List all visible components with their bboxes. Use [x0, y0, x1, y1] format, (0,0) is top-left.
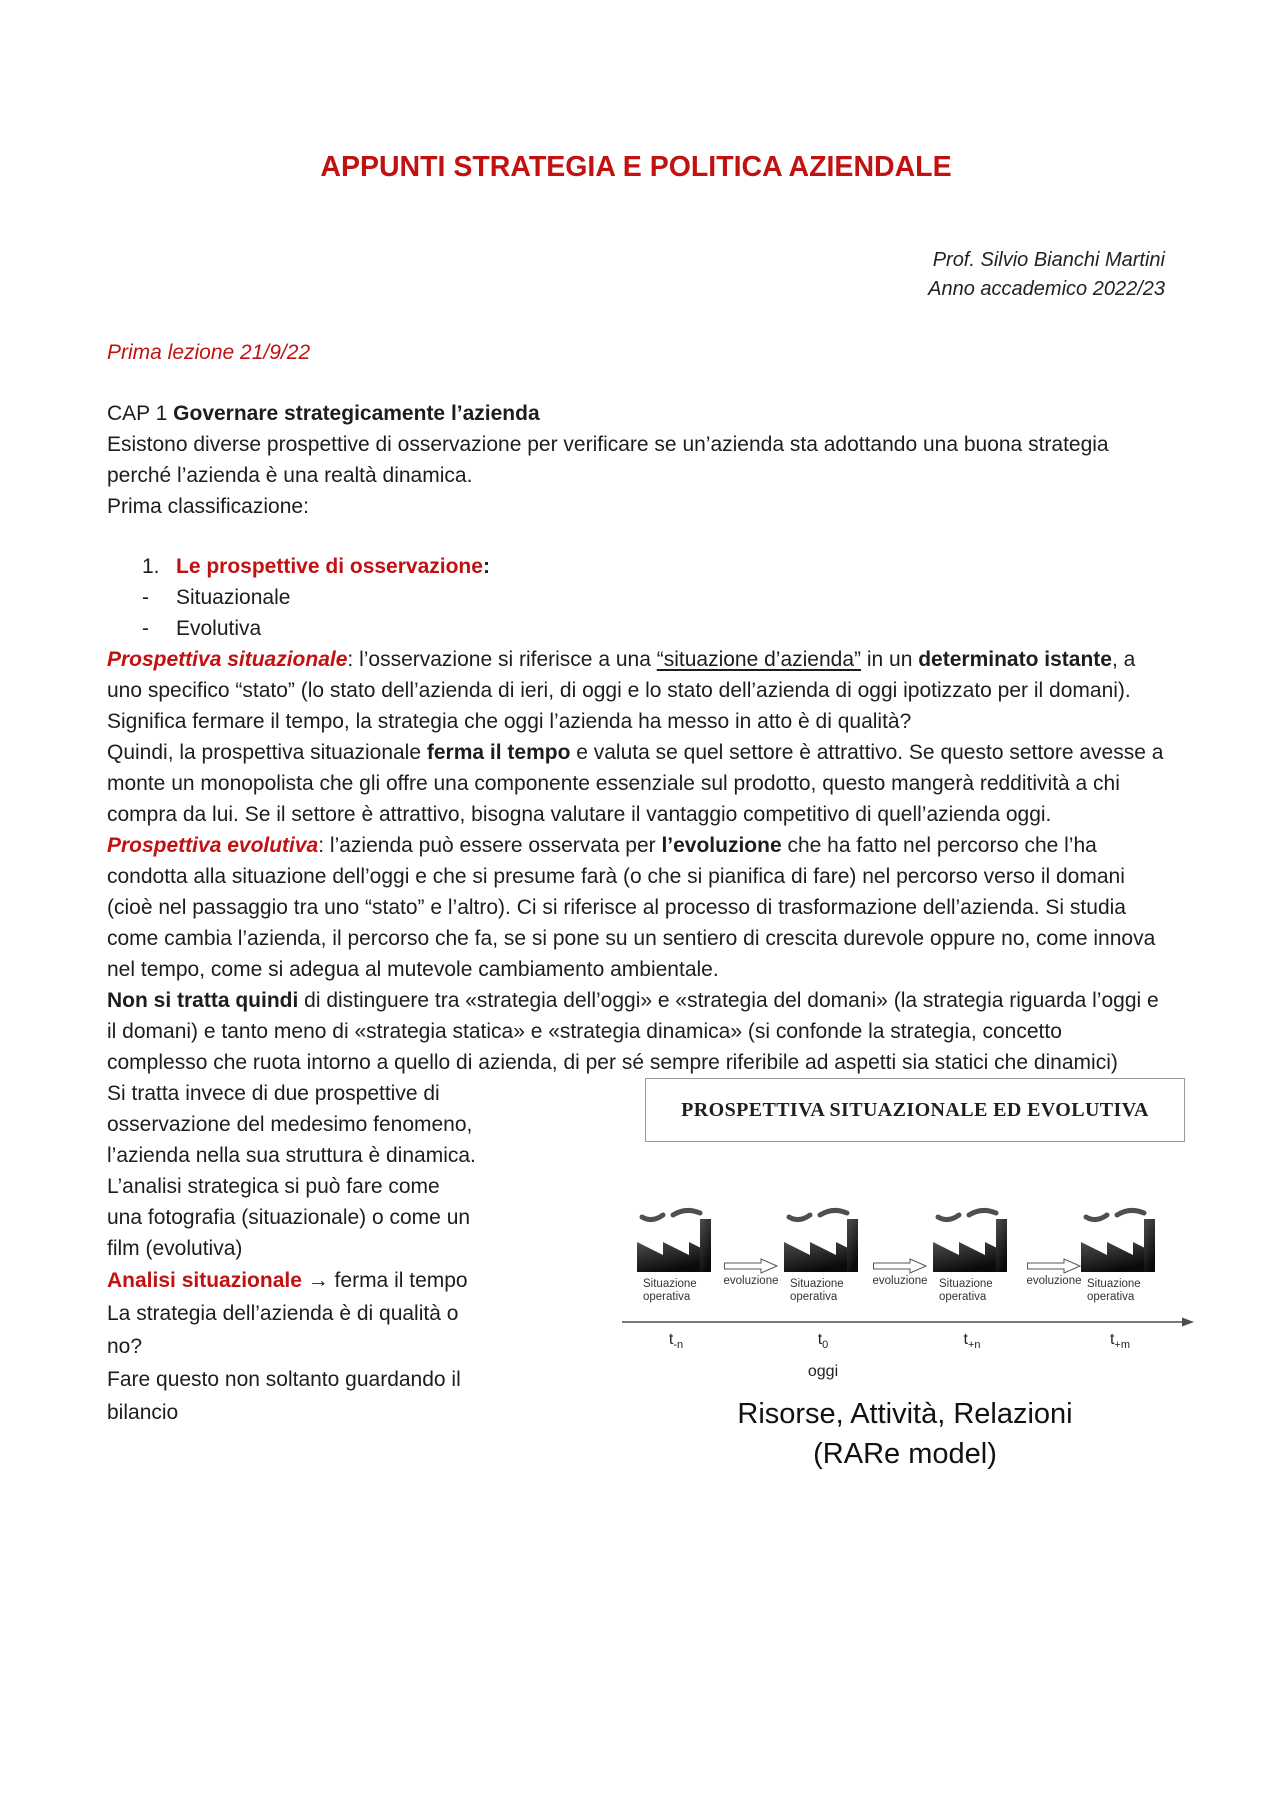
situational-lead: Prospettiva situazionale	[107, 648, 348, 671]
evolution-arrow-icon	[1027, 1258, 1081, 1274]
text-run: di distinguere tra «strategia dell’oggi» e «strategia del domani» (la strategia riguarda l’oggi e il domani) e tanto meno di «strategia statica» e «strategia dinamica» (si confonde la strategia, concetto complesso che ruota intorno a quello di azienda, di per sé sempre riferibile ad aspetti sia statici che dinamici)	[107, 989, 1159, 1074]
time-label: $t_{+m}$	[1109, 1331, 1131, 1352]
smoke-icon	[1086, 1215, 1107, 1220]
text-run: , a uno specifico “stato” (lo stato dell’azienda di ieri, di oggi e lo stato dell’azienda di oggi ipotizzato per il domani). Significa fermare il tempo, la strategia che oggi l’azienda ha messo in atto è di qualità?	[107, 648, 1136, 733]
timeline-arrowhead-icon	[1182, 1318, 1194, 1327]
station-label-line: operativa	[643, 1291, 691, 1303]
rare-model-line: (RARe model)	[813, 1438, 997, 1470]
perspective-figure	[555, 1078, 1200, 1478]
bold-run: ferma il tempo	[426, 741, 571, 764]
smoke-icon	[1117, 1210, 1144, 1215]
factory-icon	[1081, 1206, 1159, 1272]
evolution-arrow-label: evoluzione	[723, 1275, 779, 1287]
text-run: : l’osservazione si riferisce a una	[347, 648, 657, 671]
rare-model-line: Risorse, Attività, Relazioni	[737, 1398, 1073, 1430]
situational-paragraph	[107, 644, 1165, 830]
list-dash: -	[142, 617, 149, 640]
evolution-arrow-label: evoluzione	[1026, 1275, 1082, 1287]
figure-title-box	[645, 1078, 1185, 1142]
underlined-phrase: “situazione d’azienda”	[656, 648, 862, 671]
evolution-arrow-icon	[724, 1258, 778, 1274]
station-label-line: Situazione	[643, 1278, 697, 1290]
list-heading-line	[107, 551, 1165, 582]
text-run: che ha fatto nel percorso che l’ha condotta alla situazione dell’oggi e che si presume farà (o che si pianifica di fare) nel percorso verso il domani (cioè nel passaggio tra uno “stato” e l’altro). Ci si riferisce al processo di trasformazione dell’azienda. Si studia come cambia l’azienda, il percorso che fa, se si pone su un sentiero di crescita durevole oppure no, come innova nel tempo, come si adegua al mutevole cambiamento ambientale.	[107, 834, 1156, 981]
evolutionary-lead: Prospettiva evolutiva	[107, 834, 319, 857]
text-line: Si tratta invece di due prospettive di	[107, 1082, 440, 1105]
evolutionary-paragraph	[107, 830, 1165, 1078]
lesson-heading: Prima lezione 21/9/22	[107, 341, 311, 364]
station-label-line: Situazione	[790, 1278, 844, 1290]
today-label: oggi	[807, 1363, 839, 1380]
station-label	[1087, 1278, 1141, 1304]
station-label-line: operativa	[1087, 1291, 1135, 1303]
text-run: e valuta se quel settore è attrattivo. Se questo settore avesse a monte un monopolista che gli offre una componente essenziale sul prodotto, questo mangerà redditività a chi compra da lui. Se il settore è attrattivo, bisogna valutare il vantaggio competitivo di quell’azienda oggi.	[107, 741, 1164, 826]
evolution-arrow-label: evoluzione	[872, 1275, 928, 1287]
list-heading-colon: :	[482, 555, 490, 578]
text-line: L’analisi strategica si può fare come	[107, 1175, 440, 1198]
smoke-icon	[789, 1215, 810, 1220]
list-item-label: Situazionale	[176, 586, 291, 609]
factory-icon	[784, 1206, 862, 1272]
intro-paragraph	[107, 429, 1165, 522]
text-line: l’azienda nella sua struttura è dinamica.	[107, 1144, 476, 1167]
text-line: osservazione del medesimo fenomeno,	[107, 1113, 473, 1136]
observation-list	[107, 551, 1165, 644]
arrow-text: → ferma il tempo	[301, 1269, 468, 1292]
bold-run: determinato istante	[918, 648, 1112, 671]
text-run: in un	[861, 648, 919, 671]
station-label	[939, 1278, 993, 1304]
list-dash: -	[142, 586, 149, 609]
time-label: $t_0$	[817, 1331, 829, 1352]
analysis-heading: Analisi situazionale	[107, 1269, 302, 1292]
text-line: bilancio	[107, 1401, 179, 1424]
station-label-line: operativa	[939, 1291, 987, 1303]
station-label-line: Situazione	[939, 1278, 993, 1290]
list-number: 1.	[142, 555, 160, 578]
text-run: : l’azienda può essere osservata per	[318, 834, 662, 857]
text-line: film (evolutiva)	[107, 1237, 243, 1260]
timeline-axis	[622, 1316, 1195, 1328]
factory-icon	[637, 1206, 715, 1272]
list-item-evolutiva	[107, 613, 1165, 644]
station-label	[643, 1278, 697, 1304]
factory-icon	[933, 1206, 1011, 1272]
figure-caption	[615, 1394, 1195, 1474]
text-line: no?	[107, 1335, 143, 1358]
station-label-line: operativa	[790, 1291, 838, 1303]
page-title: APPUNTI STRATEGIA E POLITICA AZIENDALE	[320, 151, 952, 183]
smoke-icon	[673, 1210, 700, 1215]
smoke-icon	[642, 1215, 663, 1220]
professor-name: Prof. Silvio Bianchi Martini	[932, 249, 1165, 271]
smoke-icon	[820, 1210, 847, 1215]
chapter-title: Governare strategicamente l’azienda	[173, 402, 540, 425]
academic-year: Anno accademico 2022/23	[928, 278, 1165, 300]
chapter-number: CAP 1	[107, 402, 174, 425]
figure-title: PROSPETTIVA SITUAZIONALE ED EVOLUTIVA	[681, 1099, 1149, 1121]
time-label: $t_{+n}$	[963, 1331, 981, 1352]
text-line: La strategia dell’azienda è di qualità o	[107, 1302, 459, 1325]
bottom-section	[107, 1078, 1165, 1470]
intro-text: Esistono diverse prospettive di osservazione per verificare se un’azienda sta adottando una buona strategia perché l’azienda è una realtà dinamica.	[107, 433, 1109, 487]
bold-run: Non si tratta quindi	[107, 989, 299, 1012]
text-line: una fotografia (situazionale) o come un	[107, 1206, 471, 1229]
smoke-icon	[938, 1215, 959, 1220]
text-run: Quindi, la prospettiva situazionale	[107, 741, 427, 764]
chapter-heading	[107, 398, 1165, 429]
evolution-arrow-icon	[873, 1258, 927, 1274]
bold-run: l’evoluzione	[661, 834, 782, 857]
list-item-situazionale	[107, 582, 1165, 613]
time-label: $t_{-n}$	[668, 1331, 684, 1352]
list-heading: Le prospettive di osservazione	[176, 555, 483, 578]
station-label	[790, 1278, 844, 1304]
classification-line: Prima classificazione:	[107, 495, 309, 518]
list-item-label: Evolutiva	[176, 617, 262, 640]
smoke-icon	[969, 1210, 996, 1215]
text-line: Fare questo non soltanto guardando il	[107, 1368, 461, 1391]
station-label-line: Situazione	[1087, 1278, 1141, 1290]
byline	[107, 246, 1165, 304]
